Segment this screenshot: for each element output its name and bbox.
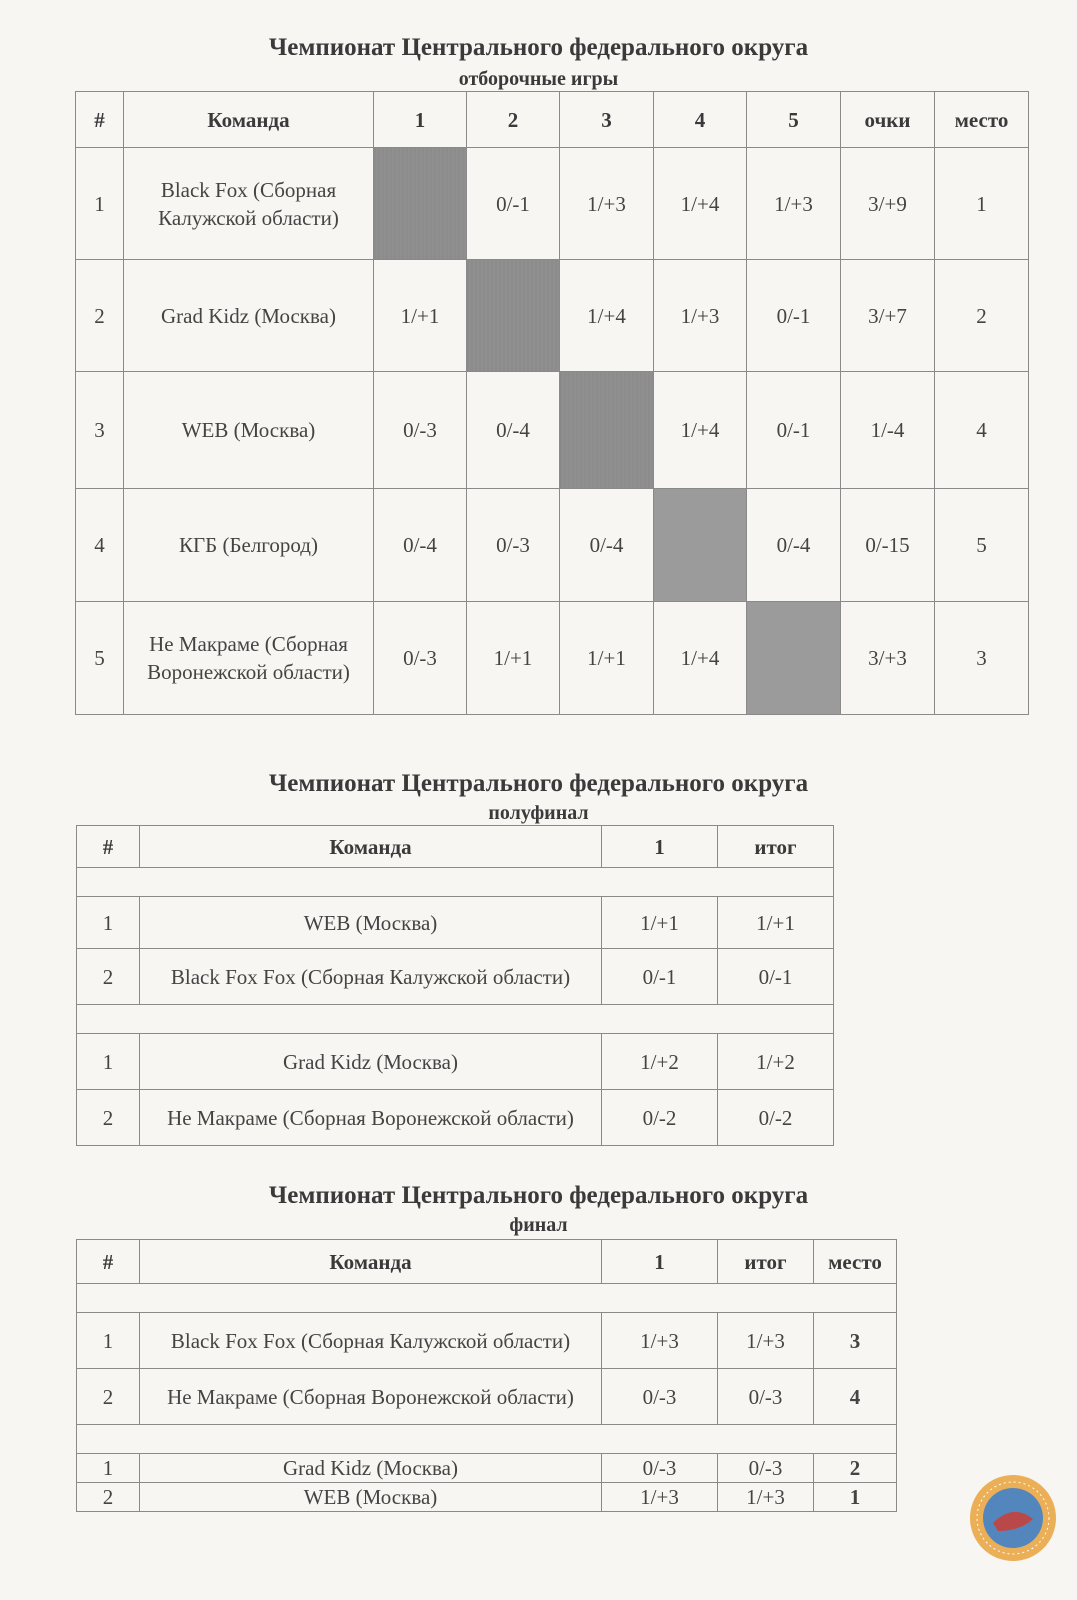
team-name: WEB (Москва)	[140, 1483, 602, 1512]
column-header: Команда	[140, 1240, 602, 1284]
total-result: 0/-1	[718, 949, 834, 1005]
column-header: 3	[560, 92, 654, 148]
match-result: 0/-4	[374, 489, 467, 602]
row-number: 2	[76, 260, 124, 372]
team-name: Black Fox (Сборная Калужской области)	[124, 148, 374, 260]
row-number: 5	[76, 602, 124, 715]
self-match-shaded-cell	[747, 602, 841, 715]
column-header: итог	[718, 1240, 814, 1284]
place: 4	[814, 1369, 897, 1425]
column-header: 5	[747, 92, 841, 148]
team-name: Black Fox Fox (Сборная Калужской области)	[140, 949, 602, 1005]
column-header: место	[814, 1240, 897, 1284]
column-header: 1	[602, 826, 718, 868]
match-result: 0/-3	[467, 489, 560, 602]
table-row	[76, 260, 1029, 372]
table-row	[76, 602, 1029, 715]
final-title: Чемпионат Центрального федерального округа	[268, 1182, 809, 1209]
match-result: 1/+4	[654, 372, 747, 489]
column-header: #	[77, 826, 140, 868]
column-header: Команда	[140, 826, 602, 868]
table-row	[77, 1369, 897, 1425]
separator-cell	[77, 1005, 834, 1034]
final-subtitle: финал	[509, 1214, 568, 1236]
match-result: 1/+3	[654, 260, 747, 372]
column-header: #	[76, 92, 124, 148]
qual-table	[75, 91, 1029, 715]
total-result: 1/+3	[718, 1483, 814, 1512]
game-1-result: 1/+1	[602, 897, 718, 949]
semi-title: Чемпионат Центрального федерального округа	[268, 770, 809, 797]
total-result: 1/+2	[718, 1034, 834, 1090]
table-row	[77, 1454, 897, 1483]
row-number: 1	[76, 148, 124, 260]
separator-cell	[77, 868, 834, 897]
column-header: очки	[841, 92, 935, 148]
row-number: 2	[77, 949, 140, 1005]
place: 1	[814, 1483, 897, 1512]
team-name: Не Макраме (Сборная Воронежской области)	[124, 602, 374, 715]
column-header: 1	[602, 1240, 718, 1284]
team-name: WEB (Москва)	[140, 897, 602, 949]
row-number: 2	[77, 1483, 140, 1512]
game-1-result: 0/-3	[602, 1454, 718, 1483]
team-name: WEB (Москва)	[124, 372, 374, 489]
team-name: Grad Kidz (Москва)	[140, 1454, 602, 1483]
total-result: 0/-3	[718, 1369, 814, 1425]
table-row	[77, 949, 834, 1005]
column-header: итог	[718, 826, 834, 868]
team-name: Не Макраме (Сборная Воронежской области)	[140, 1369, 602, 1425]
total-result: 0/-2	[718, 1090, 834, 1146]
match-result: 0/-1	[747, 372, 841, 489]
group-separator-row	[77, 1005, 834, 1034]
points: 1/-4	[841, 372, 935, 489]
group-separator-row	[77, 868, 834, 897]
game-1-result: 1/+3	[602, 1313, 718, 1369]
points: 0/-15	[841, 489, 935, 602]
match-result: 1/+4	[654, 148, 747, 260]
place: 1	[935, 148, 1029, 260]
match-result: 1/+3	[747, 148, 841, 260]
qual-subtitle: отборочные игры	[458, 68, 619, 90]
table-row	[77, 1483, 897, 1512]
self-match-shaded-cell	[654, 489, 747, 602]
row-number: 1	[77, 1034, 140, 1090]
row-number: 3	[76, 372, 124, 489]
semi-table	[76, 825, 834, 1146]
row-number: 4	[76, 489, 124, 602]
match-result: 1/+1	[467, 602, 560, 715]
semi-subtitle: полуфинал	[488, 802, 589, 824]
match-result: 1/+1	[560, 602, 654, 715]
match-result: 1/+3	[560, 148, 654, 260]
column-header: место	[935, 92, 1029, 148]
qual-title: Чемпионат Центрального федерального округа	[268, 34, 809, 61]
place: 2	[935, 260, 1029, 372]
match-result: 1/+1	[374, 260, 467, 372]
league-stamp-logo	[968, 1473, 1058, 1563]
match-result: 0/-1	[747, 260, 841, 372]
game-1-result: 1/+3	[602, 1483, 718, 1512]
total-result: 1/+3	[718, 1313, 814, 1369]
team-name: КГБ (Белгород)	[124, 489, 374, 602]
table-row	[77, 1090, 834, 1146]
match-result: 0/-1	[467, 148, 560, 260]
team-name: Black Fox Fox (Сборная Калужской области)	[140, 1313, 602, 1369]
table-row	[77, 897, 834, 949]
game-1-result: 1/+2	[602, 1034, 718, 1090]
separator-cell	[77, 1425, 897, 1454]
column-header: 4	[654, 92, 747, 148]
place: 4	[935, 372, 1029, 489]
match-result: 0/-4	[467, 372, 560, 489]
place: 5	[935, 489, 1029, 602]
table-row	[76, 489, 1029, 602]
table-row	[77, 1313, 897, 1369]
match-result: 0/-4	[747, 489, 841, 602]
team-name: Grad Kidz (Москва)	[124, 260, 374, 372]
points: 3/+3	[841, 602, 935, 715]
row-number: 1	[77, 1313, 140, 1369]
total-result: 1/+1	[718, 897, 834, 949]
row-number: 2	[77, 1369, 140, 1425]
self-match-shaded-cell	[467, 260, 560, 372]
match-result: 0/-3	[374, 602, 467, 715]
game-1-result: 0/-1	[602, 949, 718, 1005]
points: 3/+7	[841, 260, 935, 372]
column-header: #	[77, 1240, 140, 1284]
match-result: 0/-4	[560, 489, 654, 602]
match-result: 1/+4	[560, 260, 654, 372]
place: 3	[814, 1313, 897, 1369]
team-name: Не Макраме (Сборная Воронежской области)	[140, 1090, 602, 1146]
table-row	[76, 372, 1029, 489]
match-result: 1/+4	[654, 602, 747, 715]
separator-cell	[77, 1284, 897, 1313]
total-result: 0/-3	[718, 1454, 814, 1483]
self-match-shaded-cell	[560, 372, 654, 489]
column-header: 2	[467, 92, 560, 148]
column-header: Команда	[124, 92, 374, 148]
table-row	[76, 148, 1029, 260]
column-header: 1	[374, 92, 467, 148]
group-separator-row	[77, 1284, 897, 1313]
game-1-result: 0/-3	[602, 1369, 718, 1425]
row-number: 2	[77, 1090, 140, 1146]
row-number: 1	[77, 1454, 140, 1483]
place: 2	[814, 1454, 897, 1483]
self-match-shaded-cell	[374, 148, 467, 260]
game-1-result: 0/-2	[602, 1090, 718, 1146]
points: 3/+9	[841, 148, 935, 260]
team-name: Grad Kidz (Москва)	[140, 1034, 602, 1090]
match-result: 0/-3	[374, 372, 467, 489]
final-table	[76, 1239, 897, 1512]
place: 3	[935, 602, 1029, 715]
group-separator-row	[77, 1425, 897, 1454]
row-number: 1	[77, 897, 140, 949]
table-row	[77, 1034, 834, 1090]
